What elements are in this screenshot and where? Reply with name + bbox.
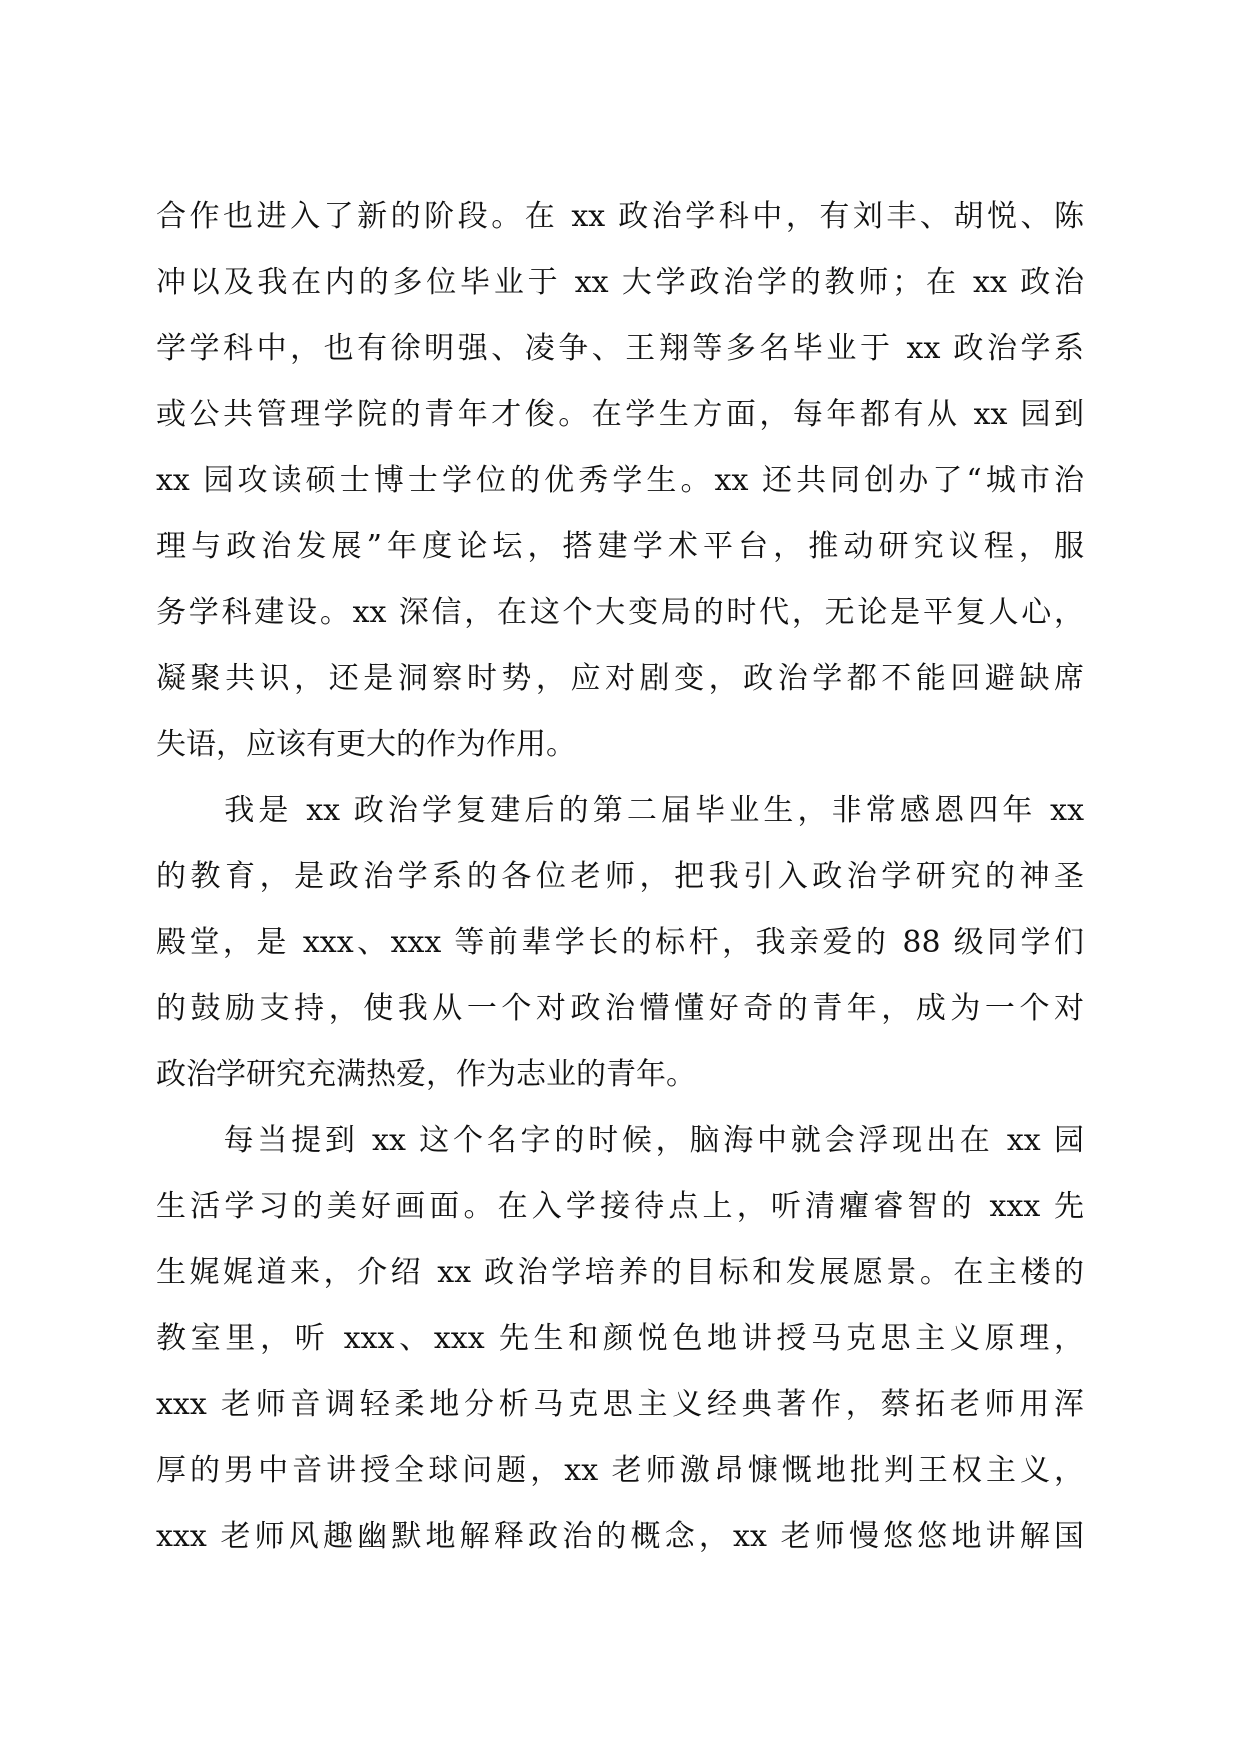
paragraph-2-line-2: 的教育，是政治学系的各位老师，把我引入政治学研究的神圣 (156, 859, 1084, 894)
document-body (156, 184, 1084, 1570)
paragraph-2-line-5: 政治学研究充满热爱，作为志业的青年。 (156, 1057, 696, 1092)
paragraph-1-line-8: 凝聚共识，还是洞察时势，应对剧变，政治学都不能回避缺席 (156, 661, 1084, 696)
paragraph-3-line-5: xxx 老师音调轻柔地分析马克思主义经典著作，蔡拓老师用浑 (156, 1387, 1084, 1422)
paragraph-3-line-3: 生娓娓道来，介绍 xx 政治学培养的目标和发展愿景。在主楼的 (156, 1255, 1084, 1290)
paragraph-1-line-4: 或公共管理学院的青年才俊。在学生方面，每年都有从 xx 园到 (156, 397, 1084, 432)
paragraph-1-line-1: 合作也进入了新的阶段。在 xx 政治学科中，有刘丰、胡悦、陈 (156, 199, 1084, 234)
paragraph-3-line-1: 每当提到 xx 这个名字的时候，脑海中就会浮现出在 xx 园 (156, 1123, 1084, 1158)
paragraph-1-line-3: 学学科中，也有徐明强、凌争、王翔等多名毕业于 xx 政治学系 (156, 331, 1084, 366)
paragraph-3-line-7: xxx 老师风趣幽默地解释政治的概念，xx 老师慢悠悠地讲解国 (156, 1519, 1084, 1554)
paragraph-2-line-4: 的鼓励支持，使我从一个对政治懵懂好奇的青年，成为一个对 (156, 991, 1084, 1026)
paragraph-3-line-4: 教室里，听 xxx、xxx 先生和颜悦色地讲授马克思主义原理， (156, 1321, 1084, 1356)
paragraph-2-line-3: 殿堂，是 xxx、xxx 等前辈学长的标杆，我亲爱的 88 级同学们 (156, 925, 1084, 960)
paragraph-1-line-9: 失语，应该有更大的作为作用。 (156, 727, 576, 762)
paragraph-3-line-2: 生活学习的美好画面。在入学接待点上，听清癯睿智的 xxx 先 (156, 1189, 1084, 1224)
paragraph-1-line-5: xx 园攻读硕士博士学位的优秀学生。xx 还共同创办了“城市治 (156, 463, 1084, 498)
paragraph-1-line-2: 冲以及我在内的多位毕业于 xx 大学政治学的教师；在 xx 政治 (156, 265, 1084, 300)
paragraph-1-line-7: 务学科建设。xx 深信，在这个大变局的时代，无论是平复人心， (156, 595, 1084, 630)
paragraph-1-line-6: 理与政治发展”年度论坛，搭建学术平台，推动研究议程，服 (156, 529, 1084, 564)
paragraph-2-line-1: 我是 xx 政治学复建后的第二届毕业生，非常感恩四年 xx (156, 793, 1084, 828)
paragraph-3-line-6: 厚的男中音讲授全球问题，xx 老师激昂慷慨地批判王权主义， (156, 1453, 1084, 1488)
